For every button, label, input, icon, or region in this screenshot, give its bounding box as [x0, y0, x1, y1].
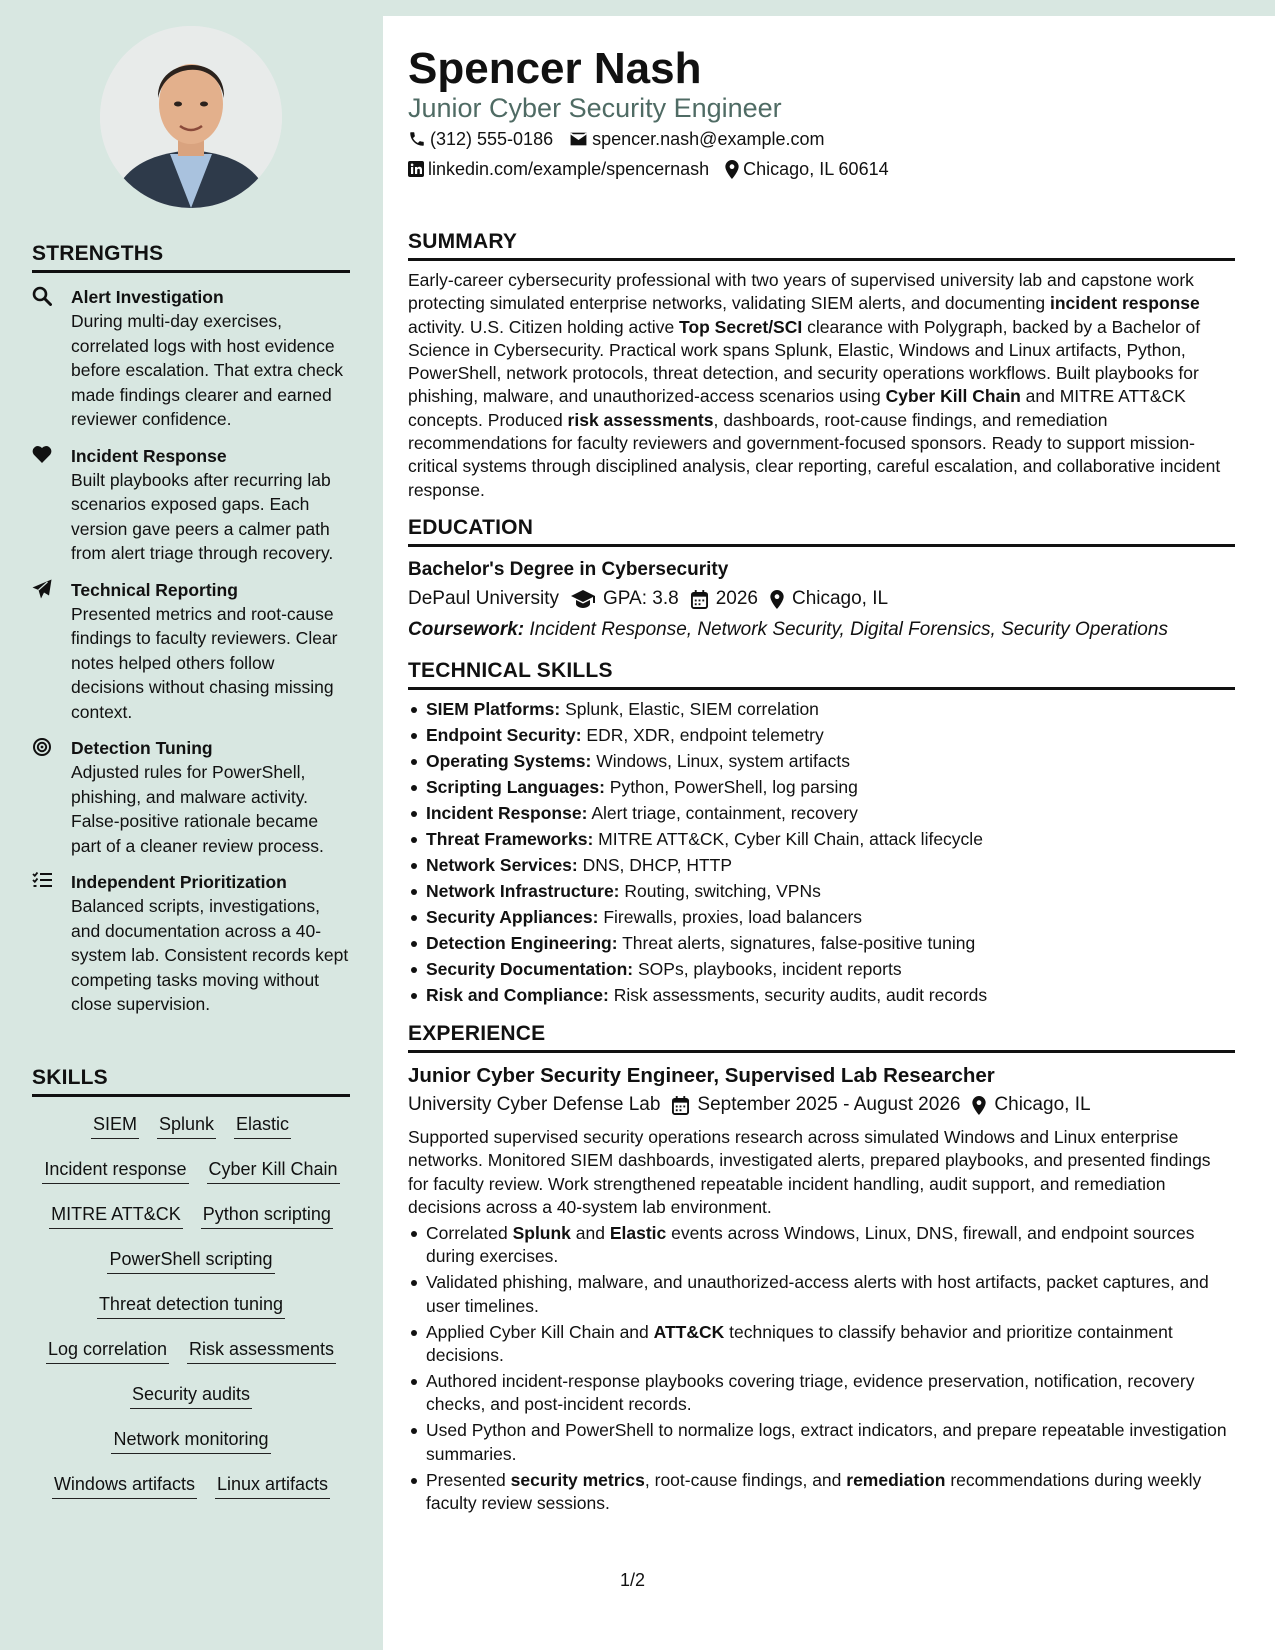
technical-skill-item: [408, 932, 1235, 955]
candidate-name: Spencer Nash: [408, 44, 702, 93]
strength-description: Built playbooks after recurring lab scenarios exposed gaps. Each version gave peers a calmer path from alert triage through recovery.: [71, 469, 334, 563]
text-run: Risk assessments, security audits, audit records: [608, 984, 988, 1005]
strength-title: Alert Investigation: [71, 287, 224, 307]
skills-section: [32, 1066, 350, 1516]
skill-tag: PowerShell scripting: [107, 1246, 274, 1274]
strength-title: Detection Tuning: [71, 738, 213, 758]
strength-item: [32, 736, 350, 858]
strength-title: Incident Response: [71, 445, 227, 466]
skills-heading: SKILLS: [32, 1066, 350, 1097]
target-icon: [32, 737, 54, 759]
calendar-icon: [672, 1096, 689, 1115]
bold-phrase: Risk and Compliance:: [426, 984, 609, 1005]
job-location-item: [972, 1090, 1090, 1120]
graduation-cap-icon: [571, 590, 595, 608]
technical-skill-item: [408, 828, 1235, 851]
location-text: Chicago, IL 60614: [743, 159, 889, 179]
bold-phrase: Network Infrastructure:: [426, 880, 620, 901]
linkedin-icon: [408, 161, 424, 177]
strength-item: [32, 870, 350, 1017]
email-item[interactable]: [569, 127, 824, 151]
technical-skill-item: [408, 958, 1235, 981]
phone-number: (312) 555-0186: [430, 129, 554, 149]
text-run: Alert triage, containment, recovery: [587, 802, 858, 823]
text-run: and: [570, 1223, 610, 1244]
education-location: Chicago, IL: [791, 588, 889, 609]
gpa-value: GPA: 3.8: [603, 588, 679, 609]
text-run: Python, PowerShell, log parsing: [604, 776, 858, 797]
job-title: Junior Cyber Security Engineer, Supervised Lab Researcher: [408, 1064, 995, 1087]
strengths-section: [32, 242, 350, 1017]
strength-description: During multi-day exercises, correlated logs with host evidence before escalation. That extra check made findings clearer and earned reviewer confidence.: [71, 311, 344, 429]
experience-bullet: [408, 1321, 1235, 1368]
skill-tag: Linux artifacts: [215, 1471, 330, 1499]
skill-row: [32, 1336, 350, 1381]
bold-phrase: Endpoint Security:: [426, 724, 582, 745]
bold-phrase: Cyber Kill Chain: [885, 386, 1021, 407]
text-run: Applied Cyber Kill Chain and: [426, 1321, 654, 1342]
skill-tag: Security audits: [130, 1381, 252, 1409]
phone-item: [408, 127, 553, 151]
coursework-label: Coursework:: [408, 619, 525, 640]
skill-row: [32, 1156, 350, 1201]
gpa-item: [571, 584, 679, 614]
bold-phrase: Security Documentation:: [426, 958, 634, 979]
text-run: Firewalls, proxies, load balancers: [598, 906, 863, 927]
skill-tag: SIEM: [91, 1111, 139, 1139]
bold-phrase: remediation: [846, 1469, 946, 1490]
strength-description: Adjusted rules for PowerShell, phishing, and malware activity. False-positive rationale became part of a cleaner review process.: [71, 762, 324, 856]
text-run: , dashboards, root-cause findings, and remediation recommendations for faculty reviewers and government-focused sponsors. Ready to support mission-critical systems through disciplined analysis, clear reporting, careful escalation, and collaborative incident response.: [408, 409, 1221, 500]
email-address[interactable]: spencer.nash@example.com: [592, 129, 825, 149]
location-item: [725, 157, 888, 181]
strengths-heading: STRENGTHS: [32, 242, 350, 273]
bold-phrase: Elastic: [609, 1223, 667, 1244]
strength-item: [32, 444, 350, 566]
paper-plane-icon: [32, 579, 54, 601]
experience-heading: EXPERIENCE: [408, 1022, 1235, 1053]
envelope-icon: [569, 131, 588, 147]
job-location: Chicago, IL: [994, 1094, 1091, 1115]
summary-heading: SUMMARY: [408, 230, 1235, 261]
text-run: and MITRE ATT&CK concepts. Produced: [408, 386, 1186, 430]
summary-text: [408, 269, 1235, 502]
heart-icon: [32, 445, 54, 467]
bold-phrase: incident response: [1050, 293, 1200, 314]
job-dates: September 2025 - August 2026: [697, 1094, 961, 1115]
text-run: MITRE ATT&CK, Cyber Kill Chain, attack lifecycle: [593, 828, 983, 849]
skill-row: [32, 1381, 350, 1426]
bold-phrase: Detection Engineering:: [426, 932, 618, 953]
skill-tag: Incident response: [42, 1156, 188, 1184]
text-run: activity. U.S. Citizen holding active: [408, 316, 680, 337]
bold-phrase: SIEM Platforms:: [426, 699, 561, 719]
strength-description: Presented metrics and root-cause findings to faculty reviewers. Clear notes helped others follow decisions without chasing missing context.: [71, 603, 338, 722]
skill-tag: Splunk: [157, 1111, 216, 1139]
skill-tag: Risk assessments: [187, 1336, 336, 1364]
strength-title: Technical Reporting: [71, 579, 238, 600]
skill-row: [32, 1201, 350, 1246]
technical-skill-item: [408, 880, 1235, 903]
map-pin-icon: [770, 590, 784, 609]
bold-phrase: Network Services:: [426, 854, 578, 875]
text-run: events across Windows, Linux, DNS, firewall, and endpoint sources during exercises.: [426, 1223, 1195, 1267]
text-run: , root-cause findings, and: [644, 1469, 847, 1490]
experience-bullet: [408, 1271, 1235, 1318]
text-run: Routing, switching, VPNs: [619, 880, 821, 901]
technical-skill-item: [408, 776, 1235, 799]
technical-skill-item: [408, 724, 1235, 747]
experience-section: [408, 1022, 1235, 1518]
edu-location-item: [770, 584, 888, 614]
job-dates-item: [672, 1090, 960, 1120]
experience-bullet: [408, 1419, 1235, 1466]
graduation-year: 2026: [715, 588, 758, 609]
text-run: techniques to classify behavior and prioritize containment decisions.: [426, 1321, 1173, 1366]
summary-section: [408, 230, 1235, 502]
education-meta: [408, 584, 1235, 614]
bold-phrase: Threat Frameworks:: [426, 828, 594, 849]
bold-phrase: risk assessments: [567, 409, 714, 430]
text-run: Early-career cybersecurity professional with two years of supervised university lab and capstone work protecting simulated enterprise networks, validating SIEM alerts, and documenting: [408, 270, 1194, 314]
text-run: SOPs, playbooks, incident reports: [633, 958, 902, 979]
bold-phrase: Scripting Languages:: [426, 776, 605, 797]
year-item: [691, 584, 758, 614]
skill-row: [32, 1471, 350, 1516]
skill-tag: Python scripting: [201, 1201, 333, 1229]
strength-description: Balanced scripts, investigations, and documentation across a 40-system lab. Consistent records kept competing tasks moving without close supervision.: [71, 896, 349, 1014]
strength-item: [32, 285, 350, 432]
bold-phrase: Operating Systems:: [426, 750, 592, 771]
linkedin-item[interactable]: [408, 157, 709, 181]
strength-item: [32, 578, 350, 725]
checklist-icon: [32, 871, 54, 893]
experience-bullets: [408, 1222, 1235, 1515]
technical-skills-heading: TECHNICAL SKILLS: [408, 659, 1235, 690]
skill-row: [32, 1291, 350, 1336]
map-pin-icon: [972, 1096, 986, 1115]
main-content: [383, 16, 1275, 1650]
strength-title: Independent Prioritization: [71, 872, 287, 892]
education-heading: EDUCATION: [408, 516, 1235, 547]
job-org: University Cyber Defense Lab: [408, 1094, 661, 1115]
text-run: clearance with Polygraph, backed by a Bachelor of Science in Cybersecurity. Practical work spans Splunk, Elastic, Windows and Linux artifacts, Python, PowerShell, network protocols, threat detection, and security operations workflows. Built playbooks for phishing, malware, and unauthorized-access scenarios using: [408, 316, 1201, 407]
skill-tag: Threat detection tuning: [97, 1291, 285, 1319]
bold-phrase: Incident Response:: [426, 802, 588, 823]
text-run: Threat alerts, signatures, false-positive tuning: [617, 932, 976, 953]
text-run: Presented: [426, 1469, 511, 1490]
text-run: Correlated: [426, 1223, 513, 1244]
bold-phrase: Top Secret/SCI: [679, 316, 803, 337]
bold-phrase: Splunk: [512, 1223, 571, 1244]
text-run: Windows, Linux, system artifacts: [591, 750, 851, 771]
bold-phrase: Security Appliances:: [426, 906, 599, 927]
text-run: Splunk, Elastic, SIEM correlation: [560, 699, 819, 719]
skill-row: [32, 1426, 350, 1471]
text-run: Authored incident-response playbooks covering triage, evidence preservation, notification, recovery checks, and post-incident records.: [426, 1371, 1195, 1415]
text-run: DNS, DHCP, HTTP: [577, 854, 733, 875]
candidate-role: Junior Cyber Security Engineer: [408, 93, 782, 123]
calendar-icon: [691, 590, 708, 609]
contact-row-1: [408, 127, 841, 151]
technical-skill-item: [408, 906, 1235, 929]
education-section: [408, 516, 1235, 645]
school-name: DePaul University: [408, 588, 559, 609]
text-run: Used Python and PowerShell to normalize logs, extract indicators, and prepare repeatable investigation summaries.: [426, 1420, 1227, 1464]
skill-tag: Windows artifacts: [52, 1471, 197, 1499]
text-run: Validated phishing, malware, and unauthorized-access alerts with host artifacts, packet captures, and user timelines.: [426, 1272, 1209, 1316]
bold-phrase: security metrics: [510, 1469, 645, 1490]
text-run: recommendations during weekly faculty review sessions.: [426, 1469, 1202, 1513]
technical-skill-item: [408, 984, 1235, 1007]
coursework: [408, 615, 1235, 645]
skill-row: [32, 1111, 350, 1156]
bold-phrase: ATT&CK: [653, 1321, 725, 1342]
linkedin-url[interactable]: linkedin.com/example/spencernash: [428, 159, 710, 179]
search-icon: [32, 286, 54, 308]
job-description: Supported supervised security operations research across simulated Windows and Linux enterprise networks. Monitored SIEM dashboards, investigated alerts, prepared playbooks, and presented findings for faculty review. Work strengthened repeatable incident handling, audit support, and remediation decisions across a 40-system lab environment.: [408, 1127, 1211, 1217]
text-run: EDR, XDR, endpoint telemetry: [581, 724, 824, 745]
technical-skills-section: [408, 659, 1235, 1010]
strengths-list: [32, 285, 350, 1017]
technical-skills-list: [408, 698, 1235, 1007]
technical-skill-item: [408, 802, 1235, 825]
technical-skill-item: [408, 750, 1235, 773]
experience-bullet: [408, 1222, 1235, 1269]
avatar: [100, 26, 282, 208]
skill-row: [32, 1246, 350, 1291]
skill-tag: MITRE ATT&CK: [49, 1201, 183, 1229]
skill-tag: Log correlation: [46, 1336, 169, 1364]
coursework-list: Incident Response, Network Security, Digital Forensics, Security Operations: [524, 619, 1168, 640]
skills-tags: [32, 1111, 350, 1516]
technical-skill-item: [408, 698, 1235, 721]
job-meta: [408, 1090, 1235, 1120]
skill-tag: Cyber Kill Chain: [207, 1156, 340, 1184]
contact-row-2: [408, 157, 905, 181]
phone-icon: [408, 130, 426, 148]
map-pin-icon: [725, 160, 739, 179]
page-number: 1/2: [620, 1570, 646, 1590]
experience-bullet: [408, 1370, 1235, 1417]
skill-tag: Elastic: [234, 1111, 291, 1139]
experience-bullet: [408, 1469, 1235, 1516]
skill-tag: Network monitoring: [111, 1426, 270, 1454]
technical-skill-item: [408, 854, 1235, 877]
sidebar: [0, 0, 383, 1650]
degree-title: Bachelor's Degree in Cybersecurity: [408, 559, 729, 580]
